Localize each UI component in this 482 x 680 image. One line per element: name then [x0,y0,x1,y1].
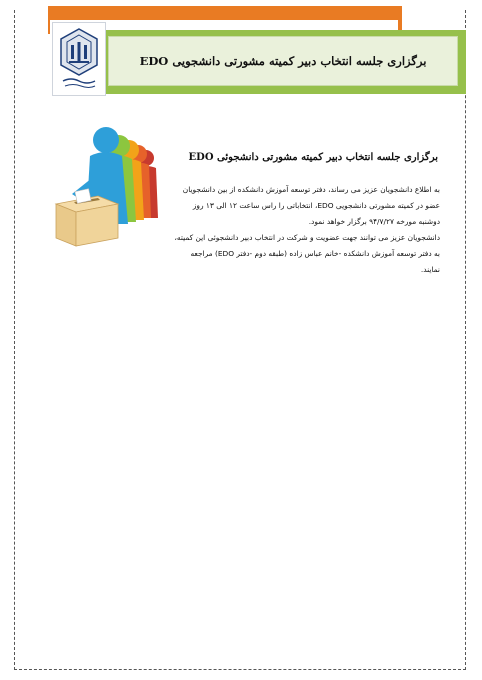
page-border [14,10,466,670]
voting-people-ballot-box-icon [52,122,162,250]
title-banner-inner [108,36,458,86]
orange-header-tick [400,6,402,30]
banner-title: برگزاری جلسه انتخاب دبیر کمیته مشورتی دانشجویی EDO [139,54,427,68]
university-logo-icon [52,22,106,96]
content-body [172,182,440,278]
orange-header-bar [48,6,402,20]
content-title: برگزاری جلسه انتخاب دبیر کمیته مشورتی دانشجوئی EDO [188,152,438,163]
paragraph-instructions: دانشجویان عزیز می توانند جهت عضویت و شرکت در انتخاب دبیر دانشجوئی این کمیته، به دفتر توسعه آموزش دانشکده -خانم عباس زاده (طبقه دوم -دفتر EDO) مراجعه نمایند. [174,233,440,274]
paragraph-announcement: به اطلاع دانشجویان عزیز می رساند، دفتر توسعه آموزش دانشکده از بین دانشجویان عضو در کمیته مشورتی دانشجویی EDO، انتخاباتی را راس ساعت ۱۲ الی ۱۳ روز دوشنبه مورخه ۹۴/۷/۲۷ برگزار خواهد نمود. [182,185,440,226]
